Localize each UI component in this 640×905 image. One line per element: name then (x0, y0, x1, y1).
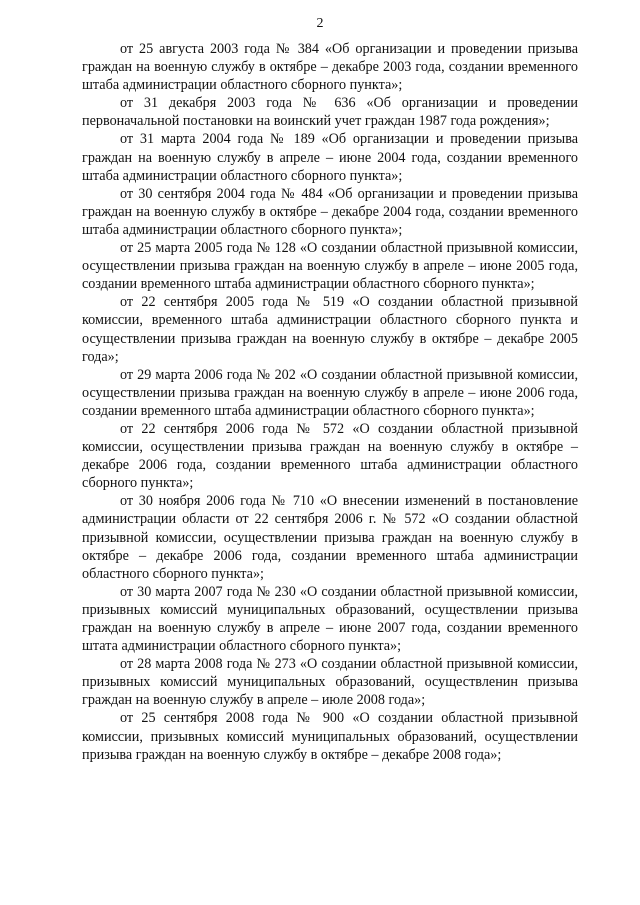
paragraph-resolution-230: от 30 марта 2007 года № 230 «О создании областной призывной комиссии, призывных комиссий муниципальных образований, осуществлении призыва граждан на военную службу в апреле – июне 2007 года, создании временного штата администрации областного сборного пункта»; (82, 583, 578, 655)
paragraph-resolution-519: от 22 сентября 2005 года № 519 «О создании областной призывной комиссии, временного штаба администрации областного сборного пункта и осуществлении призыва граждан на военную службу в октябре – декабре 2005 года»; (82, 294, 578, 365)
paragraph-resolution-636: от 31 декабря 2003 года № 636 «Об организации и проведении первоначальной постановки на воинский учет граждан 1987 года рождения»; (82, 95, 578, 130)
paragraph-resolution-572: от 22 сентября 2006 года № 572 «О создании областной призывной комиссии, осуществлении призыва граждан на военную службу в октябре – декабре 2006 года, создании временного штаба администрации областного сборного пункта»; (82, 420, 578, 492)
paragraph-resolution-900: от 25 сентября 2008 года № 900 «О создании областной призывной комиссии, призывных комиссий муниципальных образований, осуществлении призыва граждан на военную службу в октябре – декабре 2008 года»; (82, 710, 578, 763)
paragraph-resolution-189: от 31 марта 2004 года № 189 «Об организации и проведении призыва граждан на военную службу в апреле – июне 2004 года, создании временного штаба администрации областного сборного пункта»; (82, 131, 578, 184)
page-number: 2 (316, 16, 324, 31)
paragraph-resolution-710: от 30 ноября 2006 года № 710 «О внесении изменений в постановление администрации области от 22 сентября 2006 г. № 572 «О создании областной призывной комиссии, осуществлении призыва граждан на военную службу в октябре – декабре 2006 года, создании временного штаба администрации областного сборного пункта»; (82, 493, 578, 582)
paragraph-resolution-384: от 25 августа 2003 года № 384 «Об организации и проведении призыва граждан на военную службу в октябре – декабре 2003 года, создании временного штаба администрации областного сборного пункта»; (82, 41, 578, 94)
paragraph-resolution-128: от 25 марта 2005 года № 128 «О создании областной призывной комиссии, осуществлении призыва граждан на военную службу в апреле – июне 2005 года, создании временного штаба администрации областного сборного пункта»; (82, 240, 578, 293)
paragraph-resolution-484: от 30 сентября 2004 года № 484 «Об организации и проведении призыва граждан на военную службу в октябре – декабре 2004 года, создании временного штаба администрации областного сборного пункта»; (82, 185, 578, 238)
document-body (82, 40, 578, 764)
paragraph-resolution-202: от 29 марта 2006 года № 202 «О создании областной призывной комиссии, осуществлении призыва граждан на военную службу в апреле – июне 2006 года, создании временного штаба администрации областного сборного пункта»; (82, 366, 578, 419)
paragraph-resolution-273: от 28 марта 2008 года № 273 «О создании областной призывной комиссии, призывных комиссий муниципальных образований, осуществленин призыва граждан на военную службу в апреле – июле 2008 года»; (82, 656, 578, 709)
